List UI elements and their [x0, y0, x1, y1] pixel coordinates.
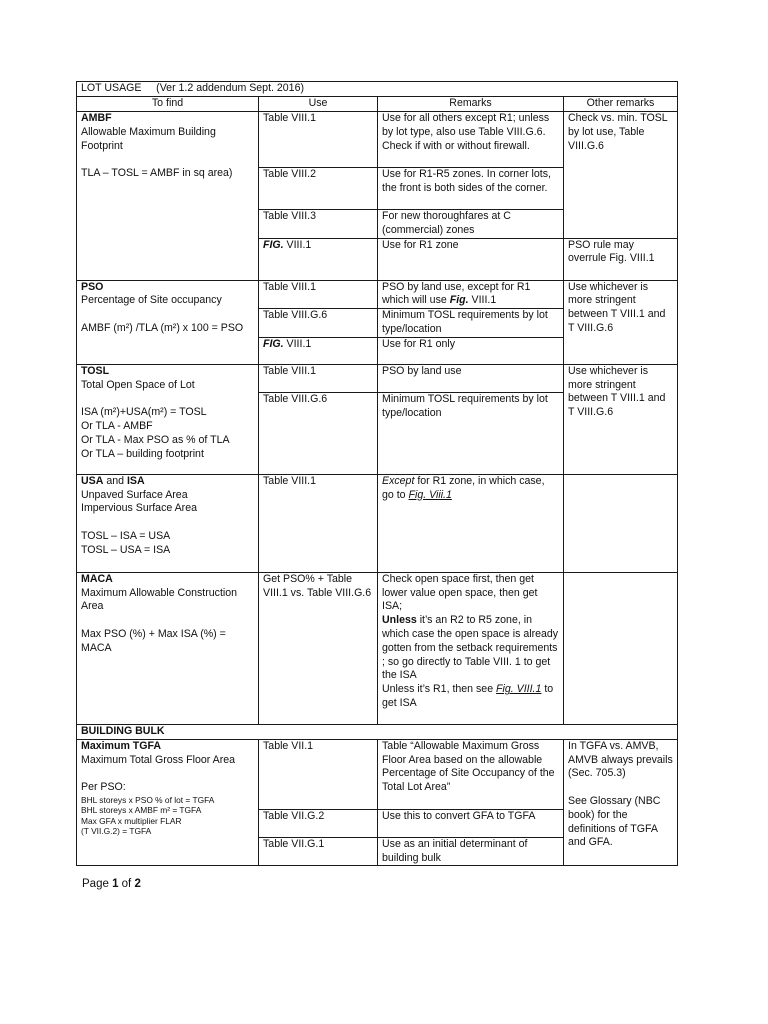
ambf-remarks-4: Use for R1 zone	[378, 238, 564, 280]
maca-term-cell	[77, 572, 259, 724]
ambf-use-4-prefix: FIG.	[263, 238, 284, 251]
tgfa-remarks-3: Use as an initial determinant of building bulk	[378, 837, 564, 866]
page-current: 1	[112, 878, 119, 890]
tosl-term-cell	[77, 364, 259, 474]
pso-other-remarks: Use whichever is more stringent between T VIII.1 and T VIII.G.6	[564, 280, 678, 364]
pso-term-cell	[77, 280, 259, 364]
pso-remarks-1a: PSO by land use, except for R1 which will use	[382, 280, 531, 307]
ambf-other-remarks-2: PSO rule may overrule Fig. VIII.1	[564, 238, 678, 280]
ambf-term-cell	[77, 112, 259, 281]
tgfa-formula-1: BHL storeys x PSO % of lot = TGFA	[81, 794, 215, 805]
usa-name-and: and	[103, 474, 127, 487]
page-total: 2	[134, 878, 141, 890]
ambf-use-3: Table VIII.3	[259, 210, 378, 239]
usa-name-b: ISA	[126, 474, 145, 487]
header-other-remarks: Other remarks	[564, 97, 678, 112]
page-footer	[82, 878, 141, 890]
usa-other-remarks	[564, 474, 678, 572]
ambf-remarks-2: Use for R1-R5 zones. In corner lots, the front is both sides of the corner.	[378, 168, 564, 210]
ambf-formula: TLA – TOSL = AMBF in sq area)	[81, 167, 233, 180]
usa-remarks-b: for R1 zone, in which case, go to	[382, 474, 545, 501]
ambf-remarks-3: For new thoroughfares at C (commercial) zones	[378, 210, 564, 239]
pso-row-1	[77, 280, 678, 309]
ambf-use-1: Table VIII.1	[259, 112, 378, 168]
pso-remarks-3: Use for R1 only	[378, 337, 564, 364]
usa-term-cell	[77, 474, 259, 572]
pso-remarks-1b: Fig.	[449, 294, 469, 307]
building-bulk-row	[77, 724, 678, 739]
ambf-remarks-1: Use for all others except R1; unless by lot type, also use Table VIII.G.6. Check if with or without firewall.	[378, 112, 564, 168]
doc-version: (Ver 1.2 addendum Sept. 2016)	[156, 82, 304, 94]
tosl-other-remarks: Use whichever is more stringent between T VIII.1 and T VIII.G.6	[564, 364, 678, 474]
table-title-row	[77, 82, 678, 97]
usa-name-a: USA	[81, 474, 104, 487]
building-bulk-heading: BUILDING BULK	[77, 724, 678, 739]
tgfa-remarks-2: Use this to convert GFA to TGFA	[378, 809, 564, 837]
maca-desc: Maximum Allowable Construction Area	[81, 586, 238, 613]
usa-desc-1: Unpaved Surface Area	[81, 488, 188, 501]
pso-use-3-prefix: FIG.	[263, 337, 284, 350]
lot-usage-table	[76, 81, 678, 866]
tosl-desc: Total Open Space of Lot	[81, 378, 195, 391]
tgfa-desc: Maximum Total Gross Floor Area	[81, 753, 236, 766]
usa-remarks	[378, 474, 564, 572]
maca-remarks-3: it’s an R2 to R5 zone, in which case the open space is already gotten from the setback requirements ; so go directly to Table VIII. 1 to get the ISA	[382, 614, 559, 682]
doc-title: LOT USAGE	[81, 82, 142, 94]
tosl-name: TOSL	[81, 364, 110, 377]
usa-formula-2: TOSL – USA = ISA	[81, 543, 171, 556]
usa-formula-1: TOSL – ISA = USA	[81, 529, 171, 542]
pso-use-3-text: VIII.1	[283, 337, 312, 350]
tgfa-remarks-1: Table “Allowable Maximum Gross Floor Area based on the allowable Percentage of Site Occupancy of the Total Lot Area”	[378, 739, 564, 809]
usa-fig-link: Fig. Viii.1	[408, 488, 452, 501]
header-use: Use	[259, 97, 378, 112]
pso-use-3	[259, 337, 378, 364]
usa-remarks-a: Except	[382, 474, 415, 487]
ambf-use-4-text: VIII.1	[283, 238, 312, 251]
tgfa-row-1	[77, 739, 678, 809]
tgfa-other-1: In TGFA vs. AMVB, AMVB always prevails (Sec. 705.3)	[568, 739, 673, 780]
tgfa-other-remarks	[564, 739, 678, 866]
pso-formula: AMBF (m²) /TLA (m²) x 100 = PSO	[81, 321, 244, 334]
tosl-remarks-1: PSO by land use	[378, 364, 564, 392]
pso-name: PSO	[81, 280, 104, 293]
usa-desc-2: Impervious Surface Area	[81, 502, 197, 515]
maca-other-remarks	[564, 572, 678, 724]
pso-remarks-1c: VIII.1	[468, 294, 497, 307]
pso-use-2: Table VIII.G.6	[259, 309, 378, 338]
tosl-use-2: Table VIII.G.6	[259, 392, 378, 474]
tgfa-name: Maximum TGFA	[81, 739, 162, 752]
header-remarks: Remarks	[378, 97, 564, 112]
maca-remarks	[378, 572, 564, 724]
table-title	[77, 82, 678, 97]
tosl-row-1	[77, 364, 678, 392]
tgfa-formula-4: (T VII.G.2) = TGFA	[81, 826, 152, 837]
tgfa-other-2: See Glossary (NBC book) for the definitions of TGFA and GFA.	[568, 794, 661, 849]
maca-remarks-6: to get ISA	[382, 683, 554, 709]
tgfa-term-cell	[77, 739, 259, 866]
maca-remarks-2: Unless	[382, 614, 417, 627]
pso-remarks-2: Minimum TOSL requirements by lot type/location	[378, 309, 564, 338]
pso-use-1: Table VIII.1	[259, 280, 378, 309]
maca-name: MACA	[81, 572, 113, 585]
tosl-formula-3: Or TLA - Max PSO as % of TLA	[81, 433, 230, 446]
usa-row	[77, 474, 678, 572]
tosl-formula-2: Or TLA - AMBF	[81, 419, 153, 432]
page-mid: of	[118, 878, 135, 890]
maca-row	[77, 572, 678, 724]
tgfa-use-1: Table VII.1	[259, 739, 378, 809]
maca-formula: Max PSO (%) + Max ISA (%) = MACA	[81, 627, 226, 654]
ambf-use-2: Table VIII.2	[259, 168, 378, 210]
pso-desc: Percentage of Site occupancy	[81, 294, 222, 307]
ambf-row-1	[77, 112, 678, 168]
tosl-formula-4: Or TLA – building footprint	[81, 447, 204, 460]
maca-remarks-4: Unless it’s R1, then see	[382, 683, 497, 696]
maca-remarks-1: Check open space first, then get lower value open space, then get ISA;	[382, 572, 538, 613]
maca-use: Get PSO% + Table VIII.1 vs. Table VIII.G.6	[259, 572, 378, 724]
tgfa-use-2: Table VII.G.2	[259, 809, 378, 837]
ambf-other-remarks: Check vs. min. TOSL by lot use, Table VIII.G.6	[564, 112, 678, 239]
ambf-use-4	[259, 238, 378, 280]
header-to-find: To find	[77, 97, 259, 112]
tgfa-formula-2: BHL storeys x AMBF m² = TGFA	[81, 805, 202, 816]
page-prefix: Page	[82, 878, 113, 890]
tosl-formula-1: ISA (m²)+USA(m²) = TOSL	[81, 406, 207, 419]
ambf-name: AMBF	[81, 112, 112, 124]
tgfa-per-pso: Per PSO:	[81, 781, 126, 794]
tgfa-use-3: Table VII.G.1	[259, 837, 378, 866]
tgfa-formula-3: Max GFA x multiplier FLAR	[81, 815, 182, 826]
tosl-remarks-2: Minimum TOSL requirements by lot type/location	[378, 392, 564, 474]
pso-remarks-1	[378, 280, 564, 309]
maca-fig-link: Fig. VIII.1	[496, 683, 542, 696]
tosl-use-1: Table VIII.1	[259, 364, 378, 392]
header-row	[77, 97, 678, 112]
ambf-desc: Allowable Maximum Building Footprint	[81, 125, 216, 152]
usa-use: Table VIII.1	[259, 474, 378, 572]
